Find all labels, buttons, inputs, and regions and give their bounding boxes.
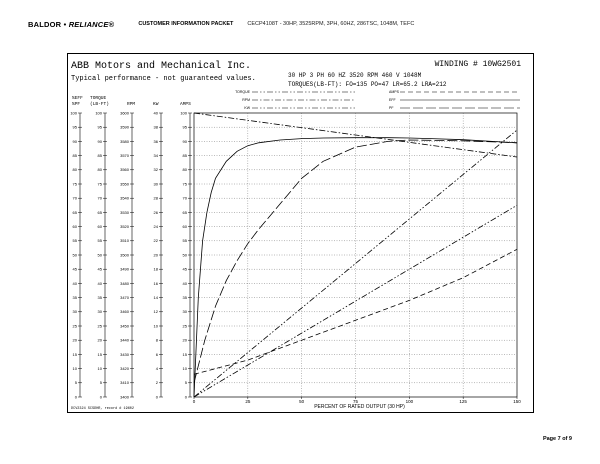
y-tick-label: 45 [97,266,102,272]
y-tick-label: 15 [97,351,102,357]
y-tick-label: 75 [72,181,77,187]
y-tick-label: 8 [155,337,158,343]
y-tick-label: 28 [153,195,158,201]
legend-label-kw: KW [244,106,250,110]
y-tick-label: 80 [97,167,102,173]
y-tick-label: 10 [97,366,102,371]
y-tick-label: 3600 [120,110,129,116]
y-tick-label: 3460 [120,309,129,315]
y-tick-label: 15 [72,351,77,357]
y-tick-label: 3560 [120,167,129,173]
y-tick-label: 3430 [120,351,129,357]
y-tick-label: 0 [184,394,187,400]
legend-label-eff: EFF [389,98,396,102]
y-tick-label: 90 [97,138,102,144]
y-tick-label: 70 [182,195,187,201]
y-tick-label: 32 [153,167,158,173]
y-tick-label: 95 [182,124,187,130]
y-tick-label: 20 [153,252,158,258]
y-tick-label: 3570 [120,153,129,158]
y-tick-label: 18 [153,266,158,272]
y-tick-label: 30 [72,309,77,315]
y-tick-label: 95 [97,124,102,130]
y-tick-label: 30 [153,181,158,187]
motor-rating: 30 HP 3 PH 60 HZ 3520 RPM 460 V 1048M [288,72,422,79]
series-line-rpm [194,113,517,157]
y-tick-label: 10 [72,366,77,371]
brand-logo: BALDOR • RELIANCE® [28,19,115,29]
y-tick-label: 45 [72,266,77,272]
y-tick-label: 100 [180,110,187,116]
column-headers [72,95,191,107]
y-tick-label: 55 [97,238,102,244]
line-legend [235,90,520,110]
y-tick-label: 15 [182,351,187,357]
y-tick-label: 20 [182,337,187,343]
y-tick-label: 25 [72,323,77,329]
y-tick-label: 5 [99,380,102,386]
y-tick-label: 34 [153,153,158,158]
legend-label-amps: AMPS [389,90,399,94]
winding-number: WINDING # 10WG2501 [434,60,521,69]
y-tick-label: 3590 [120,124,129,130]
y-tick-label: 90 [182,138,187,144]
y-tick-label: 3480 [120,280,129,286]
y-tick-label: 70 [72,195,77,201]
x-tick-label: 150 [513,399,521,404]
y-tick-label: 3440 [120,337,129,343]
header-kw: KW [153,102,159,107]
company-name: ABB Motors and Mechanical Inc. [71,61,252,72]
y-tick-label: 85 [182,153,187,158]
y-tick-label: 30 [97,309,102,315]
y-tick-label: 26 [153,209,158,215]
y-tick-label: 75 [182,181,187,187]
packet-title: CUSTOMER INFORMATION PACKET [138,21,234,27]
y-tick-label: 3530 [120,209,129,215]
y-tick-label: 50 [72,252,77,258]
y-tick-label: 25 [97,323,102,329]
y-tick-label: 90 [72,138,77,144]
y-tick-label: 2 [155,380,158,386]
y-tick-label: 3550 [120,181,129,187]
y-tick-label: 24 [153,224,158,229]
header-pf: %PF [72,102,81,107]
y-tick-label: 40 [97,280,102,286]
y-tick-label: 3540 [120,195,129,201]
y-tick-label: 55 [72,238,77,244]
y-axes [70,110,192,399]
y-tick-label: 35 [182,295,187,300]
typical-note: Typical performance - not guaranteed values. [71,75,256,83]
legend-label-pf: PF [389,106,394,110]
header-torque-unit: (LB-FT) [90,102,109,107]
y-tick-label: 45 [182,266,187,272]
y-tick-label: 10 [153,323,158,329]
y-tick-label: 36 [153,138,158,144]
y-tick-label: 3500 [120,252,129,258]
y-tick-label: 50 [182,252,187,258]
y-tick-label: 6 [155,351,158,357]
y-tick-label: 100 [70,110,77,116]
y-tick-label: 3580 [120,138,129,144]
y-tick-label: 65 [97,209,102,215]
y-tick-label: 35 [72,295,77,300]
y-tick-label: 25 [182,323,187,329]
y-tick-label: 12 [153,309,158,315]
page-number: Page 7 of 9 [542,436,572,442]
y-tick-label: 20 [97,337,102,343]
header-eff: %EFF [72,96,83,101]
motor-description: CECP4108T - 30HP, 3525RPM, 3PH, 60HZ, 286TSC, 1048M, TEFC [247,21,415,27]
y-tick-label: 20 [72,337,77,343]
header-rpm: RPM [127,102,136,107]
y-tick-label: 55 [182,238,187,244]
y-tick-label: 3400 [120,394,129,400]
x-tick-label: 25 [245,399,251,404]
y-tick-label: 3520 [120,224,129,229]
bottom-note: DCV2324 SCSDHR, record # 19602 [71,407,135,411]
y-tick-label: 40 [153,110,158,116]
y-tick-label: 70 [97,195,102,201]
x-tick-label: 50 [299,399,305,404]
y-tick-label: 30 [182,309,187,315]
y-tick-label: 100 [95,110,102,116]
x-axis [193,397,522,410]
legend-label-rpm: RPM [242,98,250,102]
y-tick-label: 40 [72,280,77,286]
y-tick-label: 3470 [120,295,129,300]
y-tick-label: 65 [72,209,77,215]
y-tick-label: 14 [153,295,158,300]
y-tick-label: 0 [155,394,158,400]
y-tick-label: 65 [182,209,187,215]
header-torque: TORQUE [90,96,107,101]
y-tick-label: 4 [155,366,158,371]
y-tick-label: 35 [97,295,102,300]
y-tick-label: 40 [182,280,187,286]
header-amps: AMPS [180,102,191,107]
y-tick-label: 22 [153,238,158,244]
x-tick-label: 100 [405,399,414,404]
y-tick-label: 3410 [120,380,129,386]
y-tick-label: 5 [74,380,77,386]
y-tick-label: 60 [182,224,187,229]
chart-grid [194,113,517,397]
y-tick-label: 5 [184,380,187,386]
y-tick-label: 50 [97,252,102,258]
x-tick-label: 125 [459,399,467,404]
y-tick-label: 16 [153,280,158,286]
torque-values: TORQUES(LB-FT): FO=135 PO=47 LR=65.2 LRA=212 [288,81,447,88]
y-tick-label: 60 [72,224,77,229]
y-tick-label: 10 [182,366,187,371]
y-tick-label: 3510 [120,238,129,244]
y-tick-label: 95 [72,124,77,130]
x-tick-label: 0 [192,399,196,404]
y-tick-label: 3420 [120,366,129,371]
y-tick-label: 85 [97,153,102,158]
x-axis-label: PERCENT OF RATED OUTPUT (30 HP) [314,404,405,410]
y-tick-label: 80 [182,167,187,173]
x-tick-label: 75 [352,399,359,404]
y-tick-label: 3450 [120,323,129,329]
legend-label-torque: TORQUE [235,90,250,94]
y-tick-label: 0 [99,394,102,400]
y-tick-label: 0 [74,394,77,400]
y-tick-label: 85 [72,153,77,158]
y-tick-label: 38 [153,124,158,130]
y-tick-label: 3490 [120,266,129,272]
y-tick-label: 60 [97,224,102,229]
y-tick-label: 75 [97,181,102,187]
y-tick-label: 80 [72,167,77,173]
